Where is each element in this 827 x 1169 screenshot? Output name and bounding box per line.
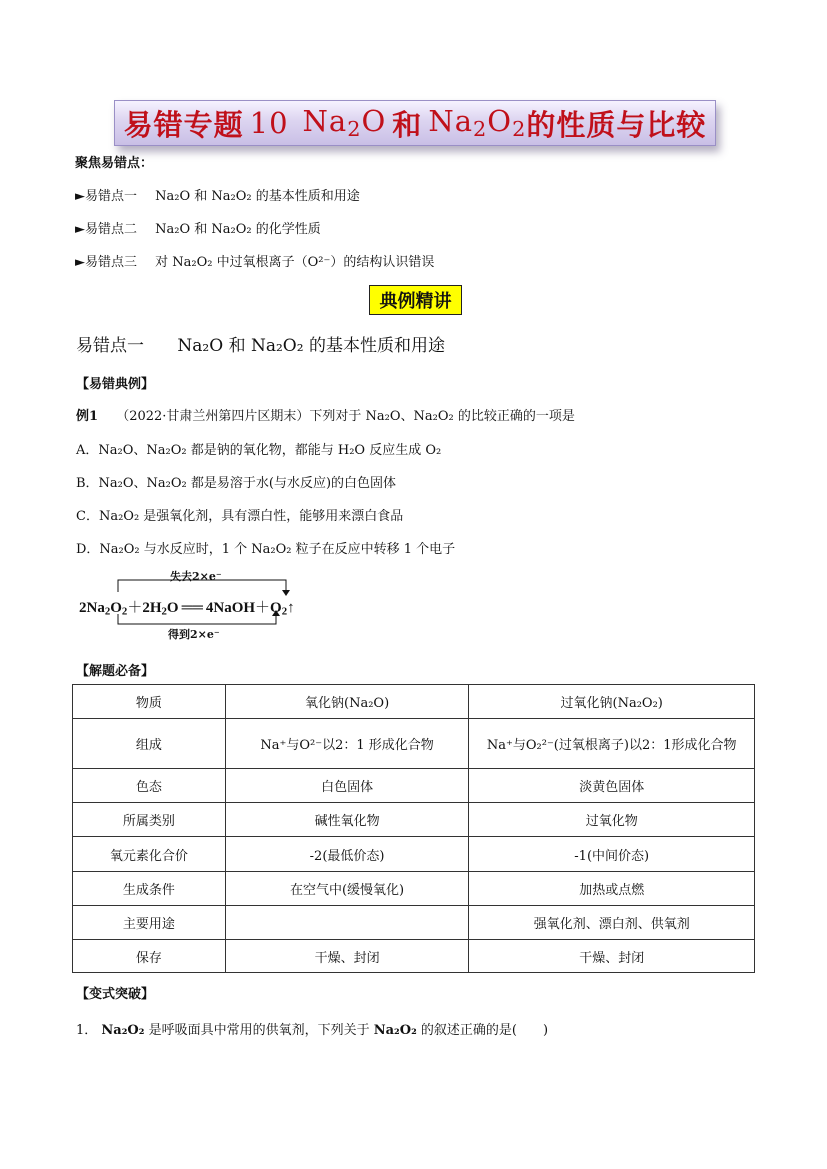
focus-label: 聚焦易错点： [75,156,154,171]
table-row [73,837,755,872]
option-a: A．Na₂O、Na₂O₂ 都是钠的氧化物，都能与 H₂O 反应生成 O₂ [76,443,442,458]
example-stem-text: （2022·甘肃兰州第四片区期末）下列对于 Na₂O、Na₂O₂ 的比较正确的一项是 [116,409,575,424]
table-header-row [73,685,755,719]
section-text: Na₂O 和 Na₂O₂ 的基本性质和用途 [177,336,445,356]
question-formula: Na₂O₂ [101,1023,145,1038]
table-cell: 氧元素化合价 [73,837,226,872]
table-cell: Na⁺与O₂²⁻(过氧根离子)以2：1形成化合物 [469,719,755,769]
question-text-2: 的叙述正确的是( ) [420,1023,549,1038]
table-cell [225,906,469,940]
title-formula-na2o: $Na_2O$ [302,104,387,142]
title-formula-na2o2: $Na_2O_2$ [428,104,527,142]
table-row [73,803,755,837]
properties-table [72,684,755,973]
table-cell: 生成条件 [73,872,226,906]
table-cell: 组成 [73,719,226,769]
table-row [73,769,755,803]
example-stem [76,405,575,424]
section-badge: 典例精讲 [369,285,462,315]
focus-point-2 [75,218,321,237]
table-row [73,940,755,973]
example-label: 例1 [76,409,99,424]
option-c: C．Na₂O₂ 是强氧化剂，具有漂白性，能够用来漂白食品 [76,509,404,524]
question-formula-2: Na₂O₂ [373,1023,417,1038]
title-banner [114,100,716,146]
table-row [73,719,755,769]
lose-electrons-label: 失去2×e⁻ [170,570,222,583]
table-cell: 色态 [73,769,226,803]
option-d: D．Na₂O₂ 与水反应时，1 个 Na₂O₂ 粒子在反应中转移 1 个电子 [76,542,456,557]
table-cell: 强氧化剂、漂白剂、供氧剂 [469,906,755,940]
question-1 [76,1019,548,1038]
solution-header: 【解题必备】 [76,664,155,679]
gain-electrons-label: 得到2×e⁻ [168,628,220,641]
table-header-cell: 物质 [73,685,226,719]
option-b: B．Na₂O、Na₂O₂ 都是易溶于水(与水反应)的白色固体 [76,476,397,491]
table-cell: 加热或点燃 [469,872,755,906]
title-number: 10 [249,106,289,140]
point-text: 对 Na₂O₂ 中过氧根离子（O²⁻）的结构认识错误 [155,255,435,270]
table-cell: -2(最低价态) [225,837,469,872]
table-cell: 所属类别 [73,803,226,837]
point-marker: ►易错点三 [75,255,137,270]
table-cell: 保存 [73,940,226,973]
title-prefix: 易错专题 [123,107,244,142]
table-cell: 干燥、封闭 [469,940,755,973]
table-cell: Na⁺与O²⁻以2：1 形成化合物 [225,719,469,769]
question-number: 1． [76,1023,98,1038]
point-text: Na₂O 和 Na₂O₂ 的化学性质 [155,222,321,237]
section-label: 易错点一 [76,336,144,356]
table-cell: 主要用途 [73,906,226,940]
point-marker: ►易错点一 [75,189,137,204]
title-connector: 和 [392,107,423,142]
redox-equation [76,568,336,642]
question-text-1: 是呼吸面具中常用的供氧剂，下列关于 [148,1023,370,1038]
table-cell: 在空气中(缓慢氧化) [225,872,469,906]
focus-point-3 [75,251,434,270]
table-cell: 碱性氧化物 [225,803,469,837]
table-header-cell: 过氧化钠(Na₂O₂) [469,685,755,719]
table-header-cell: 氧化钠(Na₂O) [225,685,469,719]
table-row [73,906,755,940]
title-suffix: 的性质与比较 [526,107,707,142]
table-cell: -1(中间价态) [469,837,755,872]
point-text: Na₂O 和 Na₂O₂ 的基本性质和用途 [155,189,360,204]
table-cell: 过氧化物 [469,803,755,837]
equation-line: $2Na_2O_2+2H_2O$ ══ $4NaOH+O_2↑$ [79,600,295,618]
variant-header: 【变式突破】 [76,987,155,1002]
table-cell: 干燥、封闭 [225,940,469,973]
point-marker: ►易错点二 [75,222,137,237]
table-cell: 白色固体 [225,769,469,803]
table-row [73,872,755,906]
focus-point-1 [75,185,360,204]
example-header: 【易错典例】 [76,377,155,392]
table-cell: 淡黄色固体 [469,769,755,803]
section-heading [76,331,445,356]
